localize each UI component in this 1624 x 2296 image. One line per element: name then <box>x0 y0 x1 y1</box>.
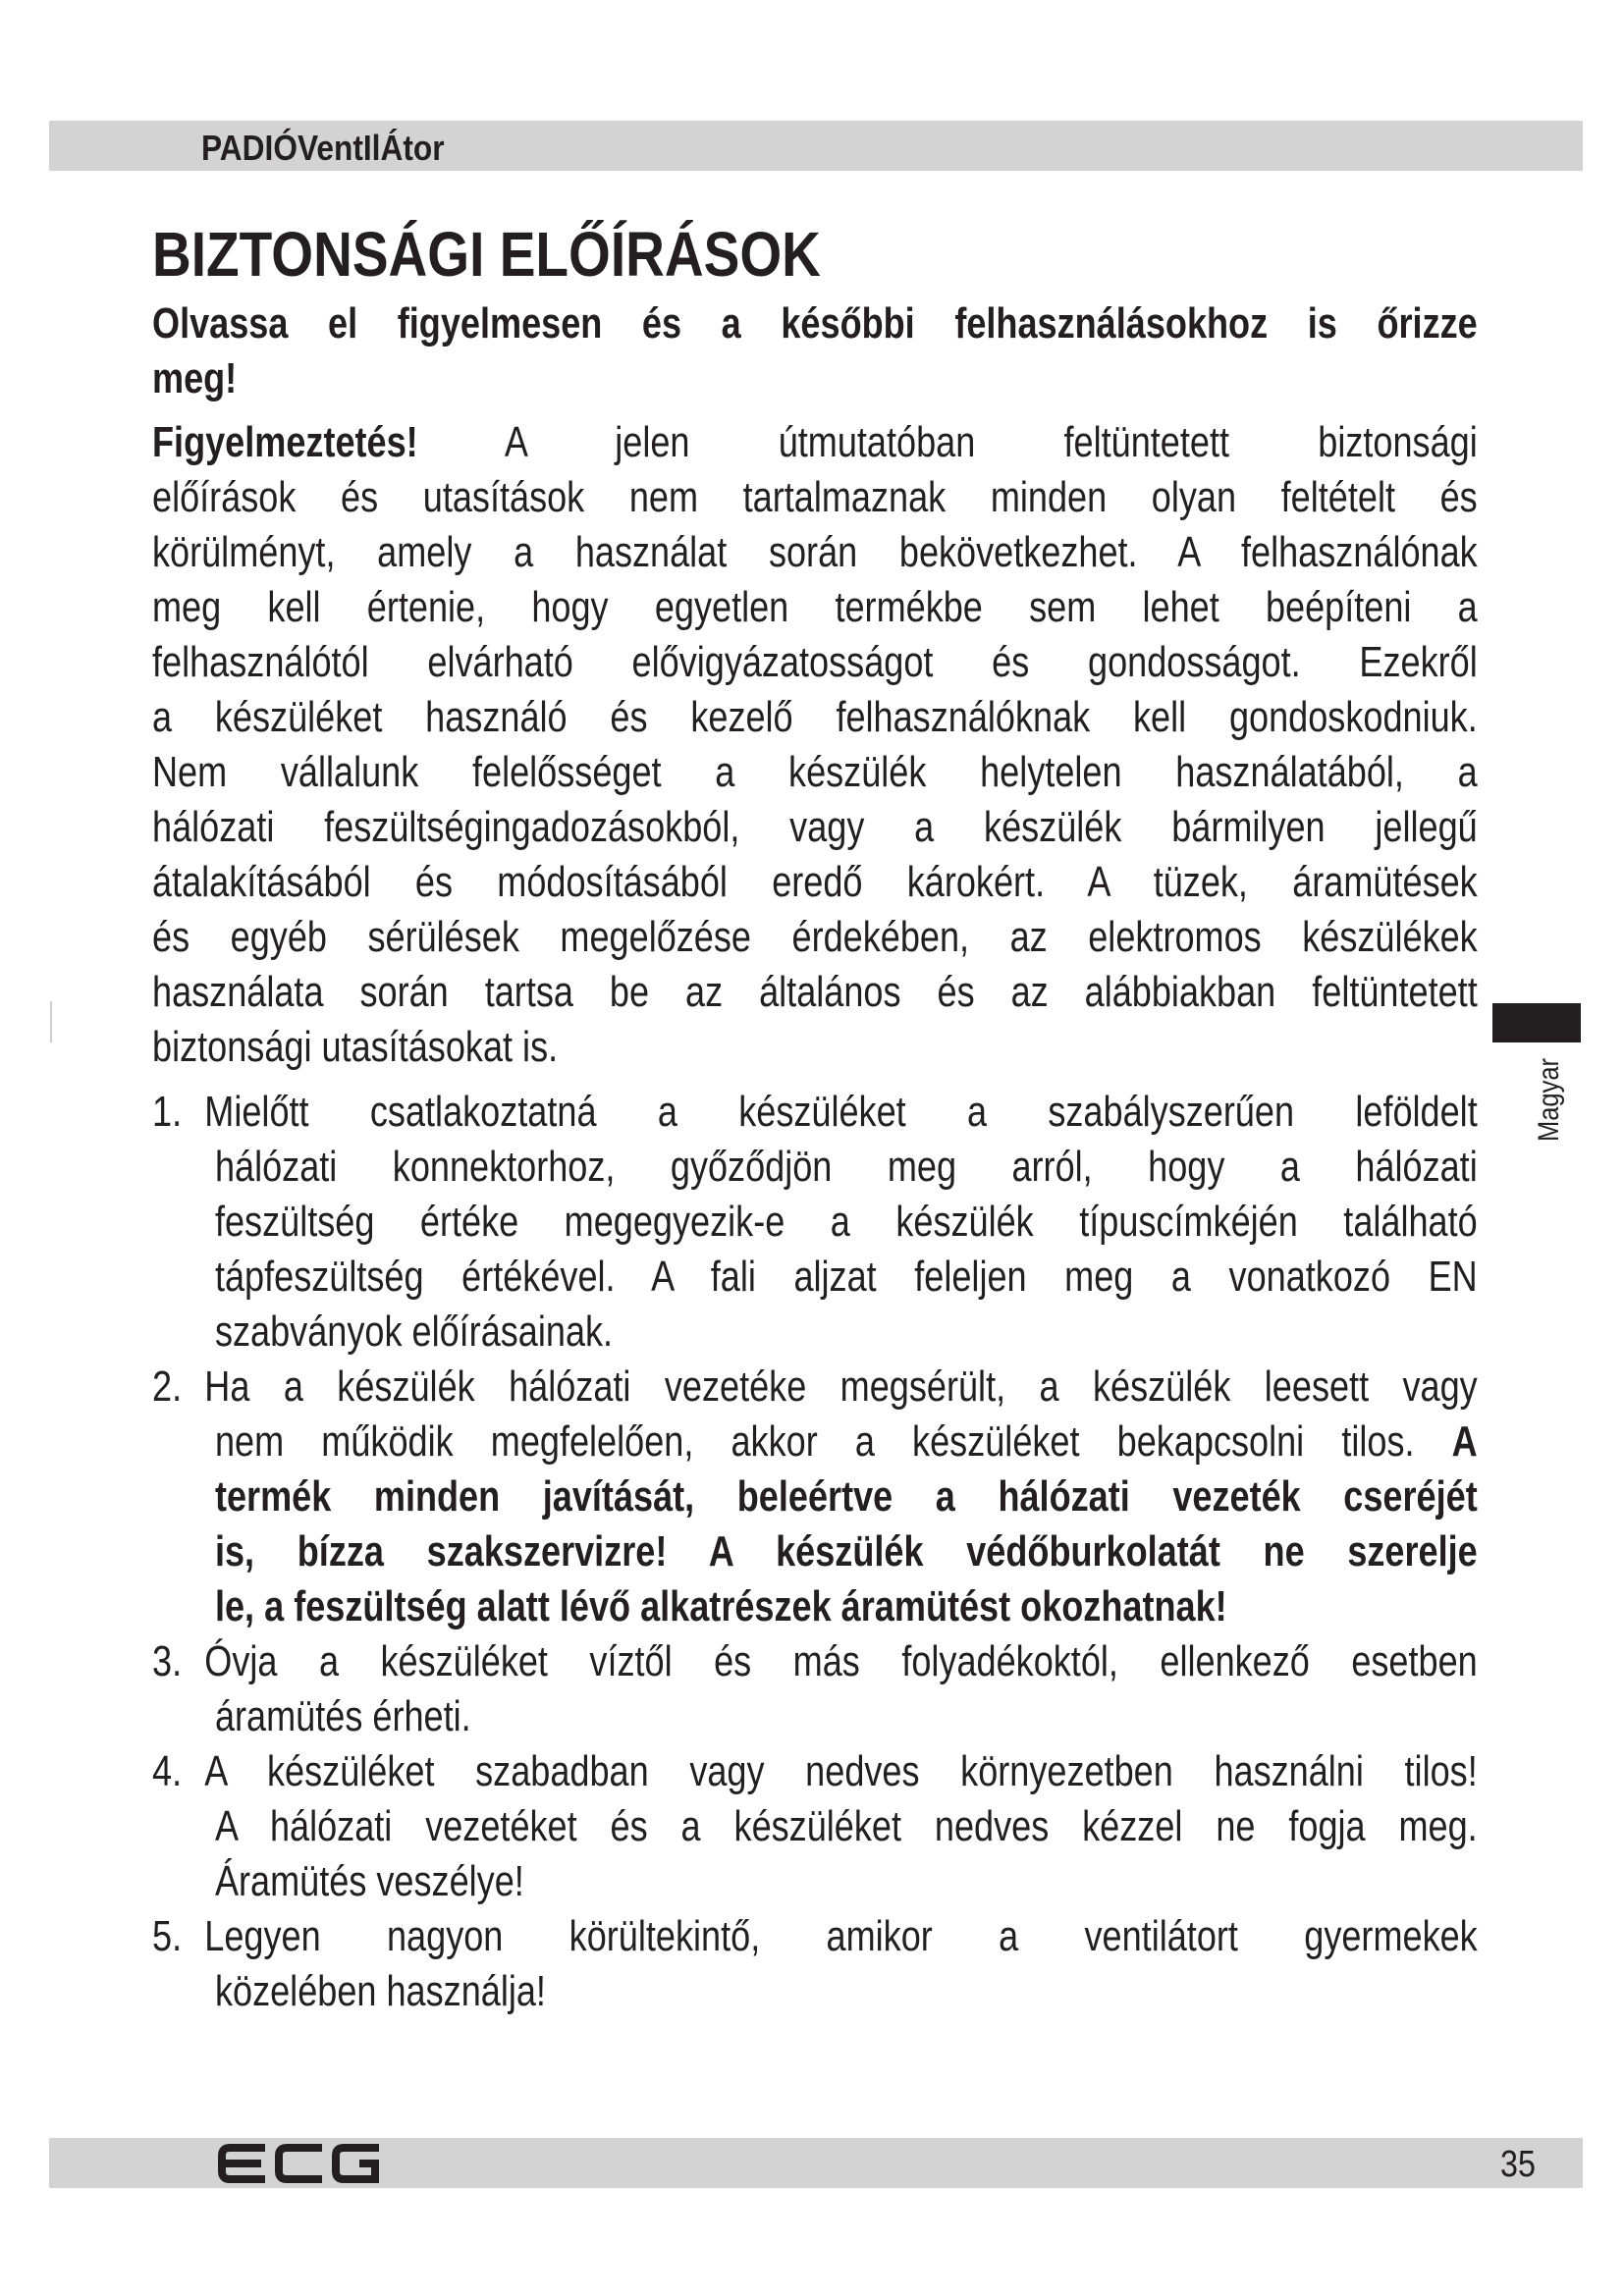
list-number: 1. <box>152 1088 183 1136</box>
text-segment: Óvja a készüléket víztől és más folyadékoktól, ellenkező esetben <box>204 1637 1478 1685</box>
text-segment: használata során tartsa be az általános és az alábbiakban feltüntetett <box>152 968 1478 1016</box>
text-segment: A jelen útmutatóban feltüntetett biztonsági <box>417 418 1478 466</box>
text-line <box>152 525 1478 580</box>
text-line <box>152 1195 1478 1250</box>
list-number: 2. <box>152 1362 183 1411</box>
bold-text: A <box>1451 1417 1478 1466</box>
text-line <box>152 1469 1478 1524</box>
list-item <box>152 1744 1478 1909</box>
list-item <box>152 1909 1478 2019</box>
text-segment: Nem vállalunk felelősséget a készülék helytelen használatából, a <box>152 748 1478 796</box>
text-line <box>152 1689 1478 1744</box>
text-line <box>152 1085 1478 1140</box>
text-segment: Ha a készülék hálózati vezetéke megsérült, a készülék leesett vagy <box>204 1362 1478 1411</box>
text-segment: áramütés érheti. <box>214 1692 471 1740</box>
text-line <box>152 800 1478 855</box>
text-line <box>152 1020 1478 1075</box>
text-line <box>152 910 1478 965</box>
text-line <box>152 965 1478 1020</box>
footer-band <box>49 2138 1583 2188</box>
bold-text: is, bízza szakszervizre! A készülék védőburkolatát ne szerelje <box>214 1527 1478 1575</box>
text-segment: előírások és utasítások nem tartalmaznak minden olyan feltételt és <box>152 473 1478 521</box>
text-segment: meg kell értenie, hogy egyetlen termékbe sem lehet beépíteni a <box>152 583 1478 631</box>
language-tab-marker <box>1492 1003 1581 1042</box>
text-segment: és egyéb sérülések megelőzése érdekében, az elektromos készülékek <box>152 913 1478 961</box>
text-line <box>152 1360 1478 1415</box>
text-line <box>152 1799 1478 1854</box>
text-line <box>152 1634 1478 1689</box>
bold-text: Olvassa el figyelmesen és a későbbi felhasználásokhoz is őrizze <box>152 299 1478 347</box>
text-line <box>152 296 1478 351</box>
text-segment: a készüléket használó és kezelő felhasználóknak kell gondoskodniuk. <box>152 693 1478 741</box>
text-segment: körülményt, amely a használat során bekövetkezhet. A felhasználónak <box>152 528 1478 576</box>
bold-text: termék minden javítását, beleértve a hálózati vezeték cseréjét <box>214 1472 1478 1521</box>
text-line <box>152 1579 1478 1634</box>
text-line <box>152 415 1478 470</box>
list-item <box>152 1360 1478 1634</box>
page-number: 35 <box>1500 2144 1536 2185</box>
body-text <box>152 415 1478 2019</box>
text-segment: Legyen nagyon körültekintő, amikor a ventilátort gyermekek <box>204 1912 1478 1960</box>
header-band <box>49 121 1583 171</box>
text-segment: átalakításából és módosításából eredő károkért. A tüzek, áramütések <box>152 858 1478 906</box>
language-label: Magyar <box>1533 1057 1565 1142</box>
text-segment: tápfeszültség értékével. A fali aljzat feleljen meg a vonatkozó EN <box>214 1253 1478 1301</box>
text-line <box>152 1964 1478 2019</box>
text-line <box>152 1415 1478 1469</box>
text-line <box>152 580 1478 635</box>
text-line <box>152 1250 1478 1305</box>
list-item <box>152 1634 1478 1744</box>
text-line <box>152 1854 1478 1909</box>
text-segment: biztonsági utasításokat is. <box>152 1023 559 1071</box>
text-segment: Áramütés veszélye! <box>214 1857 524 1905</box>
text-segment: közelében használja! <box>214 1967 546 2015</box>
text-line <box>152 1140 1478 1195</box>
text-line <box>152 635 1478 690</box>
text-line <box>152 855 1478 910</box>
text-line <box>152 1744 1478 1799</box>
ecg-logo <box>216 2142 383 2185</box>
text-segment: felhasználótól elvárható elővigyázatosságot és gondosságot. Ezekről <box>152 638 1478 686</box>
text-segment: hálózati feszültségingadozásokból, vagy a készülék bármilyen jellegű <box>152 803 1478 851</box>
list-number: 5. <box>152 1912 183 1960</box>
bold-text: meg! <box>152 354 238 402</box>
text-line <box>152 470 1478 525</box>
bold-text: Figyelmeztetés! <box>152 418 418 466</box>
text-segment: A hálózati vezetéket és a készüléket nedves kézzel ne fogja meg. <box>214 1802 1478 1850</box>
list-number: 3. <box>152 1637 183 1685</box>
text-line <box>152 1524 1478 1579</box>
margin-mark <box>50 1001 52 1042</box>
text-segment: szabványok előírásainak. <box>214 1308 614 1356</box>
text-segment: feszültség értéke megegyezik-e a készülék típuscímkéjén található <box>214 1198 1478 1246</box>
bold-text: le, a feszültség alatt lévő alkatrészek áramütést okozhatnak! <box>214 1582 1227 1630</box>
text-line <box>152 1305 1478 1360</box>
text-segment: Mielőtt csatlakoztatná a készüléket a szabályszerűen leföldelt <box>204 1088 1478 1136</box>
subtitle <box>152 296 1478 406</box>
page-title: BIZTONSÁGI ELŐÍRÁSOK <box>152 219 821 290</box>
text-line <box>152 745 1478 800</box>
text-line <box>152 351 1478 406</box>
text-segment: hálózati konnektorhoz, győződjön meg arról, hogy a hálózati <box>214 1143 1478 1191</box>
spacer <box>152 1075 1478 1085</box>
text-segment: A készüléket szabadban vagy nedves környezetben használni tilos! <box>204 1747 1478 1795</box>
text-line <box>152 690 1478 745</box>
list-number: 4. <box>152 1747 183 1795</box>
header-title: PADIÓVentIlÁtor <box>201 128 445 168</box>
text-line <box>152 1909 1478 1964</box>
list-item <box>152 1085 1478 1360</box>
text-segment: nem működik megfelelően, akkor a készüléket bekapcsolni tilos. <box>214 1417 1452 1466</box>
